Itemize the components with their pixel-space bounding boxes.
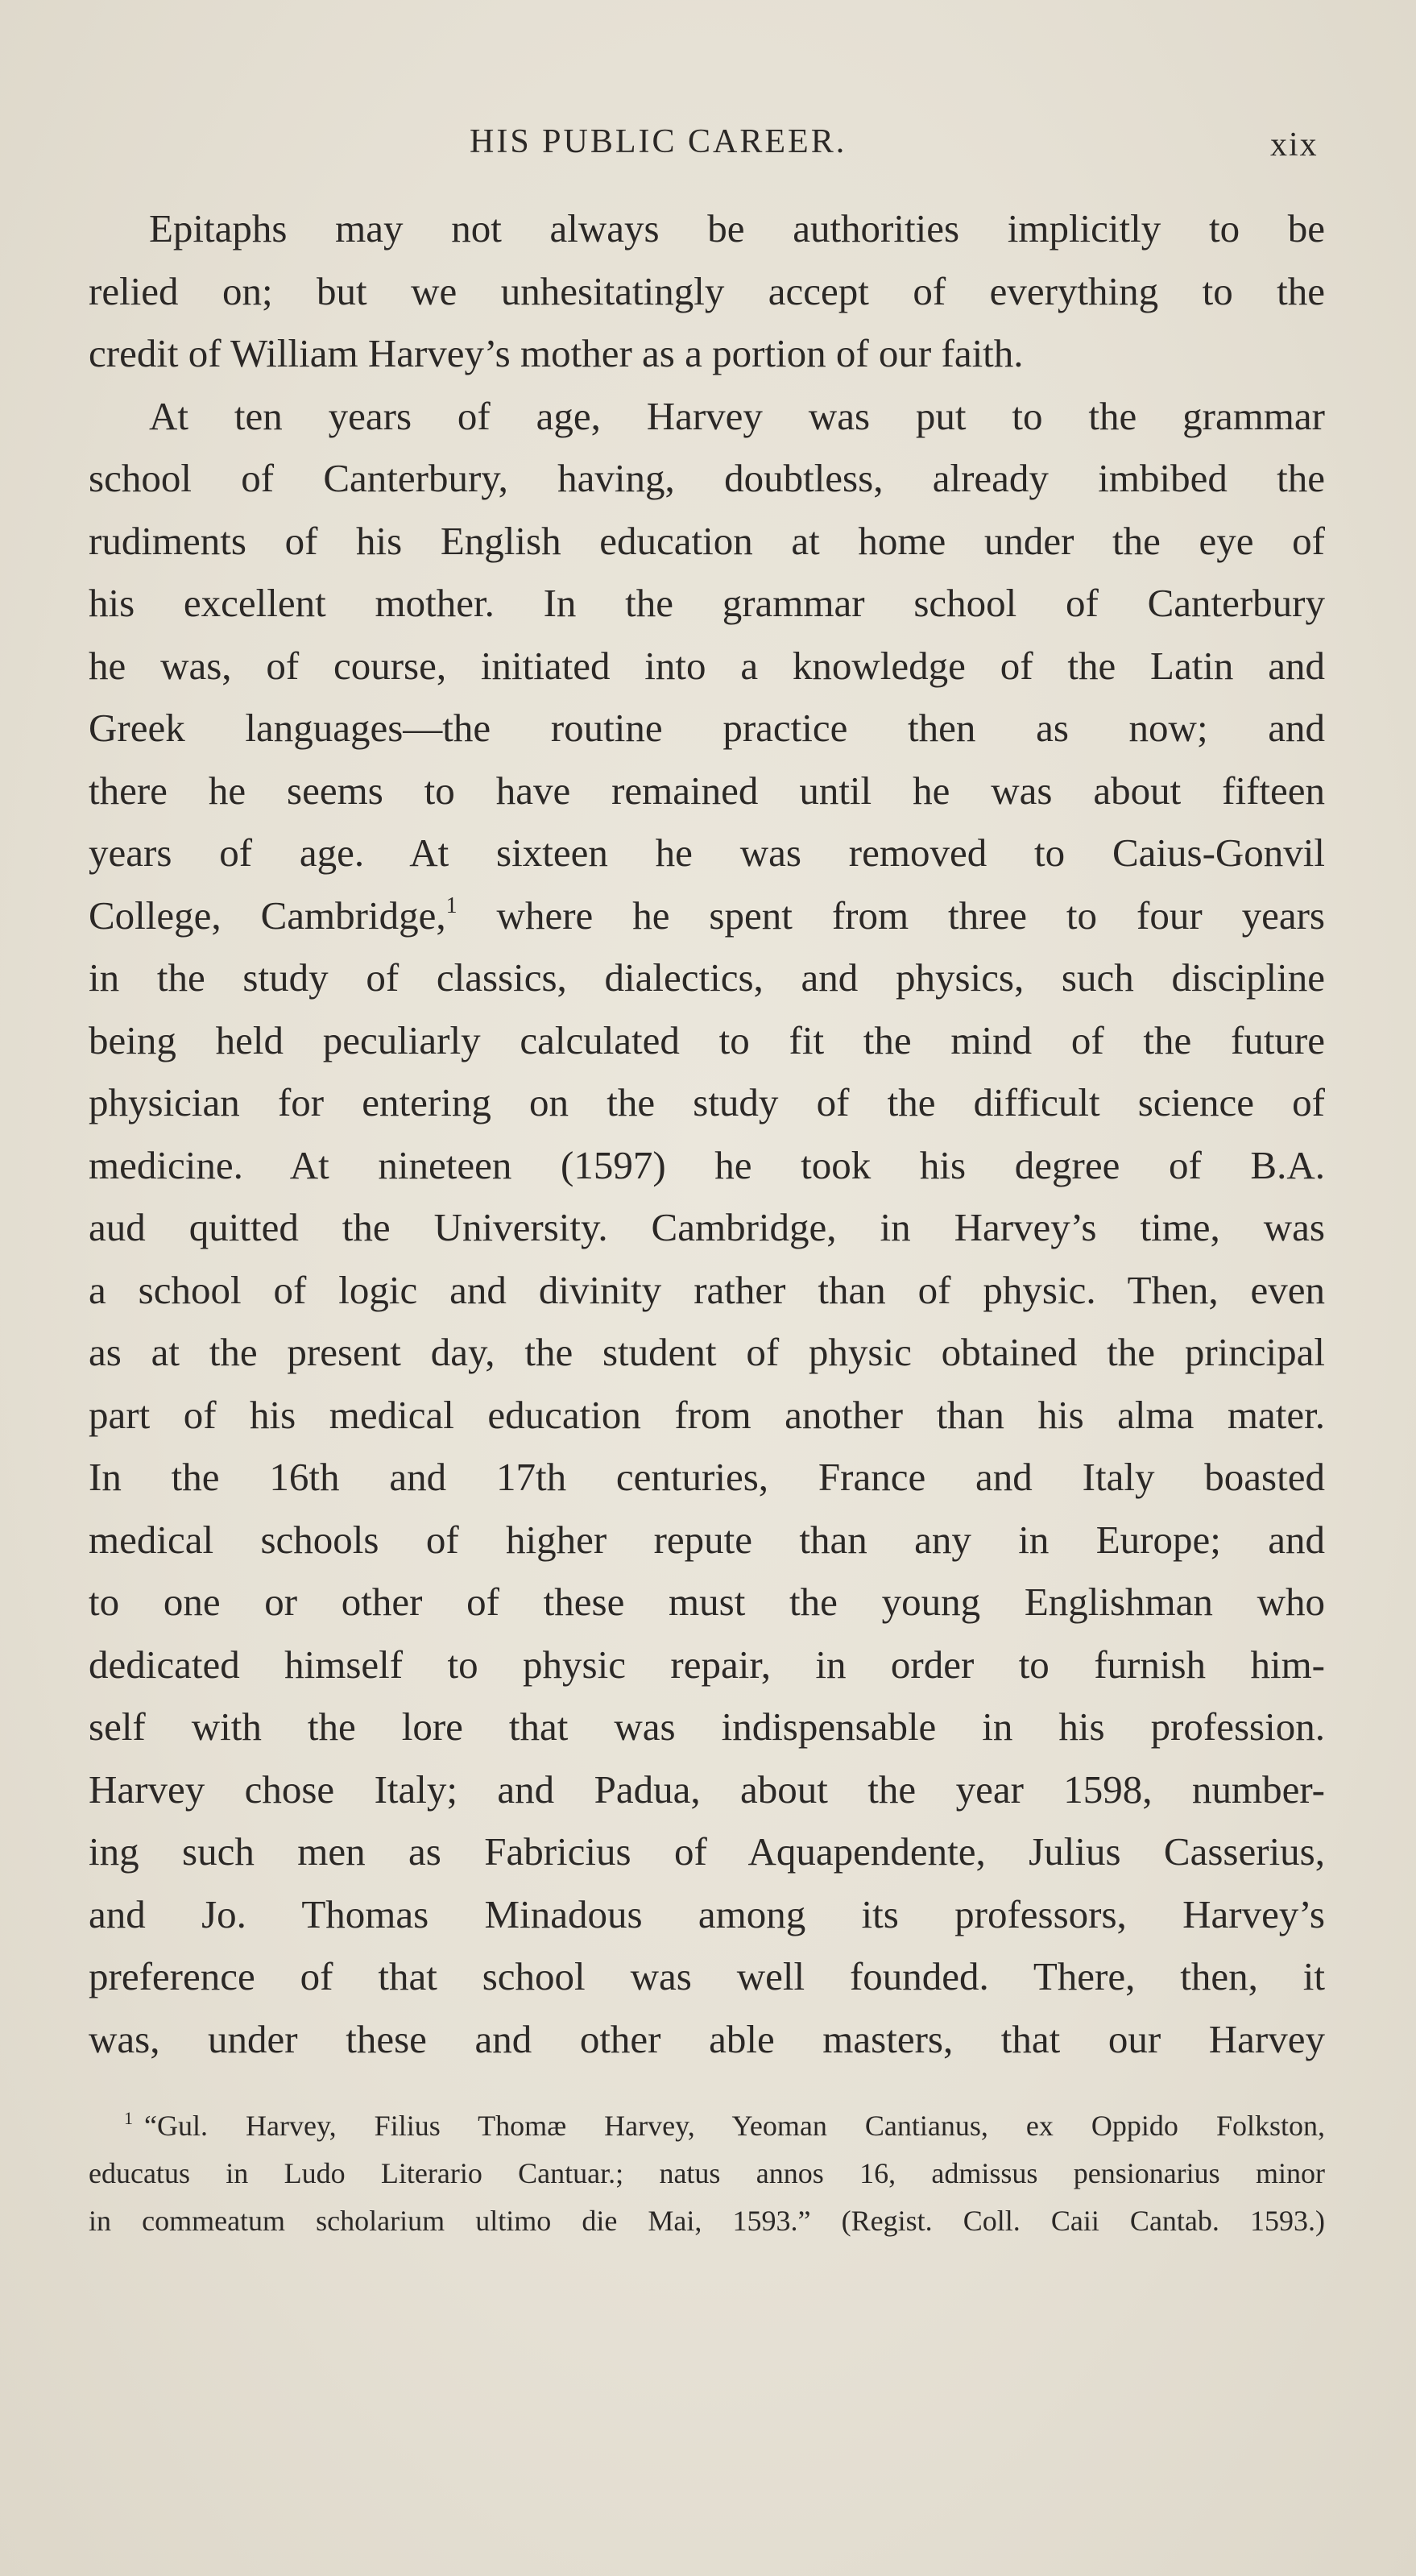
text-line: rudiments of his English education at home under the eye of [89, 518, 1325, 563]
text-line: Greek languages—the routine practice then as now; and [89, 706, 1325, 750]
text-line: he was, of course, initiated into a knowledge of the Latin and [89, 643, 1325, 688]
text-line: was, under these and other able masters, that our Harvey [89, 2016, 1325, 2061]
body-text [89, 197, 1325, 2070]
text-line: medicine. At nineteen (1597) he took his degree of B.A. [89, 1142, 1325, 1187]
footnote-reference: 1 [445, 892, 458, 918]
text-line: ing such men as Fabricius of Aquapendente, Julius Casserius, [89, 1829, 1325, 1874]
text-line: part of his medical education from another than his alma mater. [89, 1392, 1325, 1437]
text-line: Epitaphs may not always be authorities implicitly to be [149, 206, 1325, 251]
text-line: years of age. At sixteen he was removed to Caius-Gonvil [89, 830, 1325, 875]
page-number: xix [1270, 126, 1319, 164]
text-line: dedicated himself to physic repair, in order to furnish him- [89, 1642, 1325, 1687]
text-line: his excellent mother. In the grammar school of Canterbury [89, 581, 1325, 625]
footnote-marker: 1 [124, 2108, 133, 2128]
text-line: At ten years of age, Harvey was put to the grammar [149, 393, 1325, 438]
running-title: HIS PUBLIC CAREER. [470, 123, 847, 160]
text-line: there he seems to have remained until he was about fifteen [89, 768, 1325, 813]
text-line: a school of logic and divinity rather than of physic. Then, even [89, 1267, 1325, 1312]
text-line: Harvey chose Italy; and Padua, about the year 1598, number- [89, 1766, 1325, 1812]
footnote-line: in commeatum scholarium ultimo die Mai, 1593.” (Regist. Coll. Caii Cantab. 1593.) [89, 2205, 1325, 2237]
text-line: relied on; but we unhesitatingly accept of everything to the [89, 268, 1325, 313]
running-head [0, 118, 1416, 166]
text-line: being held peculiarly calculated to fit the mind of the future [89, 1017, 1325, 1062]
text-line: physician for entering on the study of the difficult science of [89, 1080, 1325, 1124]
text-line: in the study of classics, dialectics, and physics, such discipline [89, 955, 1325, 1000]
footnote [89, 2102, 1325, 2245]
footnote-line [89, 2102, 1325, 2150]
text-line [89, 884, 1325, 947]
text-line-segment: where he spent from three to four years [457, 892, 1325, 938]
text-line: preference of that school was well founded. There, then, it [89, 1954, 1325, 1998]
text-line: as at the present day, the student of physic obtained the principal [89, 1330, 1325, 1374]
text-line: and Jo. Thomas Minadous among its professors, Harvey’s [89, 1891, 1325, 1936]
text-line: school of Canterbury, having, doubtless, already imbibed the [89, 456, 1325, 500]
text-line: In the 16th and 17th centuries, France and Italy boasted [89, 1455, 1325, 1499]
text-line: to one or other of these must the young Englishman who [89, 1580, 1325, 1624]
footnote-line: educatus in Ludo Literario Cantuar.; natus annos 16, admissus pensionarius minor [89, 2157, 1325, 2189]
text-line: aud quitted the University. Cambridge, in Harvey’s time, was [89, 1205, 1325, 1249]
text-line: self with the lore that was indispensable in his profession. [89, 1704, 1325, 1749]
text-line: credit of William Harvey’s mother as a portion of our faith. [89, 331, 1024, 375]
footnote-line-text: “Gul. Harvey, Filius Thomæ Harvey, Yeoman Cantianus, ex Oppido Folkston, [144, 2110, 1325, 2142]
text-line-segment: College, Cambridge, [89, 892, 446, 938]
text-line: medical schools of higher repute than any in Europe; and [89, 1517, 1325, 1562]
